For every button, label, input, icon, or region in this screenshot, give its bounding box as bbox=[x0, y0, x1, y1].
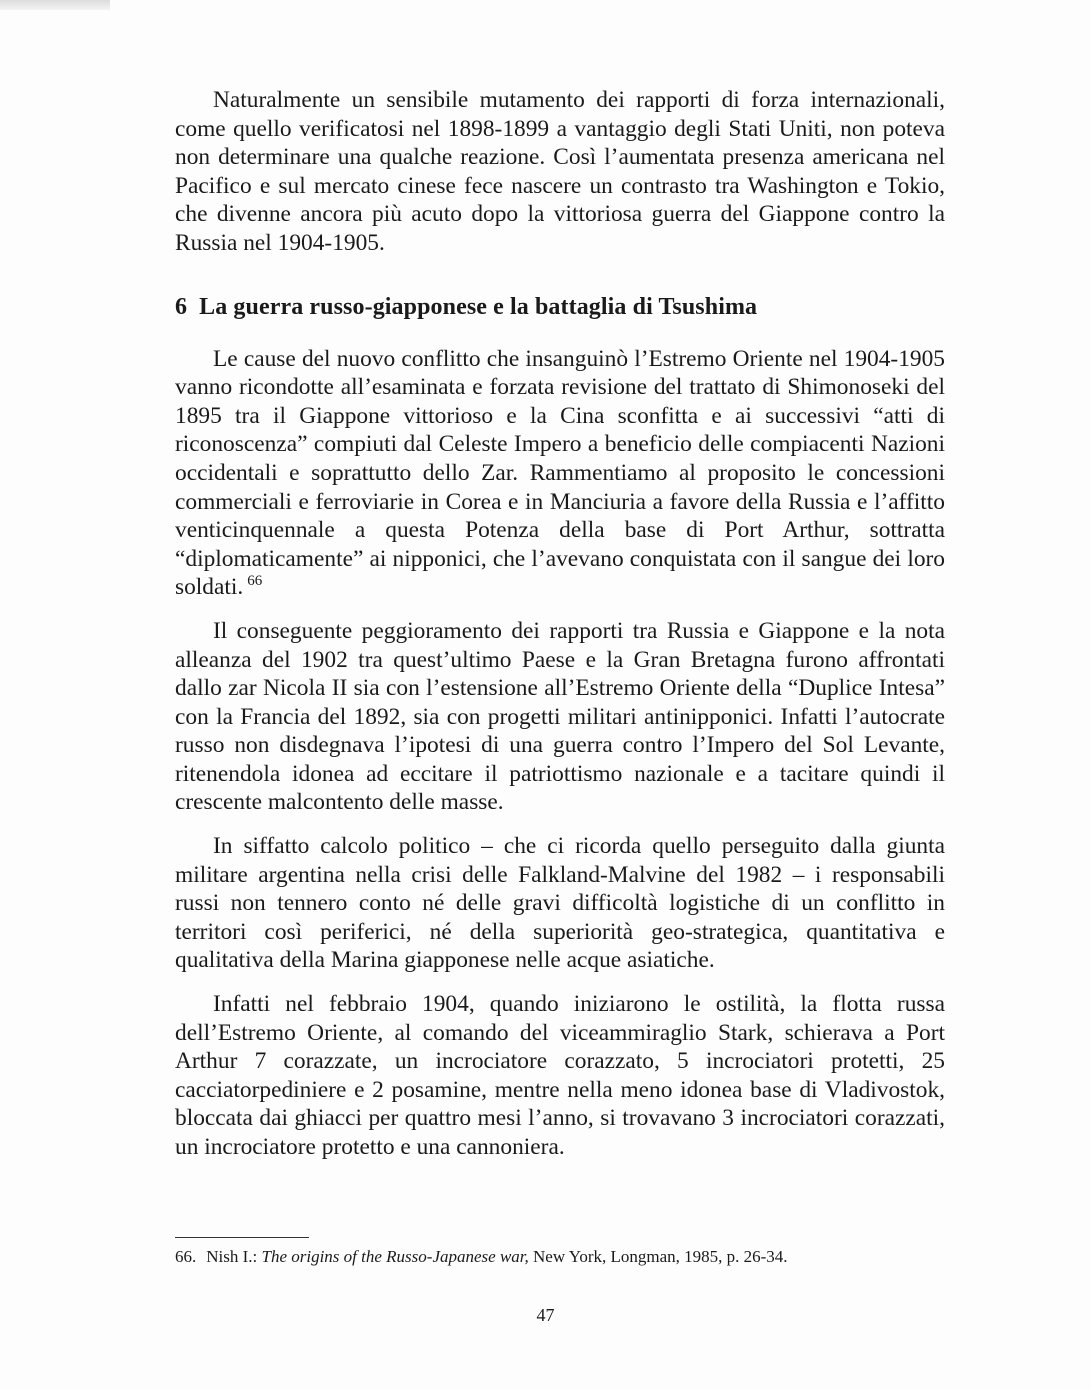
section-heading bbox=[175, 292, 945, 322]
paragraph-causes-text: Le cause del nuovo conflitto che insanguinò l’Estremo Oriente nel 1904-1905 vanno ricondotte all’esaminata e forzata revisione del trattato di Shimonoseki del 1895 tra il Giappone vittorioso e la Cina sconfitta e ai successivi “atti di riconoscenza” compiuti dal Celeste Impero a beneficio delle compiacenti Nazioni occidentali e soprattutto dello Zar. Rammentiamo al proposito le concessioni commerciali e ferroviarie in Corea e in Manciuria a favore della Russia e l’affitto venticinquennale a questa Potenza della base di Port Arthur, sottratta “diplomaticamente” ai nipponici, che l’avevano conquistata con il sangue dei loro soldati. bbox=[175, 345, 945, 601]
section-number: 6 bbox=[175, 293, 188, 320]
paragraph-causes bbox=[175, 345, 945, 602]
footnote-title: The origins of the Russo-Japanese war, bbox=[261, 1247, 529, 1266]
scan-corner-mark bbox=[0, 0, 110, 10]
paragraph-intro: Naturalmente un sensibile mutamento dei rapporti di forza internazionali, come quello verificatosi nel 1898-1899 a vantaggio degli Stati Uniti, non poteva non determinare una qualche reazione. Così l’aumentata presenza americana nel Pacifico e sul mercato cinese fece nascere un contrasto tra Washington e Tokio, che divenne ancora più acuto dopo la vittoriosa guerra del Giappone contro la Russia nel 1904-1905. bbox=[175, 87, 945, 256]
page-number: 47 bbox=[536, 1305, 555, 1325]
footnote-author: Nish I.: bbox=[206, 1247, 258, 1266]
paragraph-russian-fleet: Infatti nel febbraio 1904, quando iniziarono le ostilità, la flotta russa dell’Estremo Oriente, al comando del viceammiraglio Stark, schierava a Port Arthur 7 corazzate, un incrociatore corazzato, 5 incrociatori protetti, 25 cacciatorpediniere e 2 posamine, mentre nella meno idonea base di Vladivostok, bloccata dai ghiacci per quattro mesi l’anno, si trovavano 3 incrociatori corazzati, un incrociatore protetto e una cannoniera. bbox=[175, 991, 945, 1160]
footnote-reference[interactable]: 66 bbox=[247, 573, 263, 590]
footnote-number: 66. bbox=[175, 1247, 197, 1266]
footnote bbox=[175, 1246, 955, 1268]
paragraph-consequences: Il conseguente peggioramento dei rapporti tra Russia e Giappone e la nota alleanza del 1902 tra quest’ultimo Paese e la Gran Bretagna furono affrontati dallo zar Nicola II sia con l’estensione all’Estremo Oriente della “Duplice Intesa” con la Francia del 1892, sia con progetti militari antinipponici. Infatti l’autocrate russo non disdegnava l’ipotesi di una guerra contro l’Impero del Sol Levante, ritenendola idonea ad eccitare il patriottismo nazionale e a tacitare quindi il crescente malcontento delle masse. bbox=[175, 617, 945, 816]
section-title: La guerra russo-giapponese e la battaglia di Tsushima bbox=[199, 293, 758, 320]
page-body bbox=[175, 86, 945, 1177]
footnote-divider bbox=[175, 1237, 309, 1238]
paragraph-political-calculation: In siffatto calcolo politico – che ci ricorda quello perseguito dalla giunta militare argentina nella crisi delle Falkland-Malvine del 1982 – i responsabili russi non tennero conto né delle gravi difficoltà logistiche di un conflitto in territori così periferici, né della superiorità geo-strategica, quantitativa e qualitativa della Marina giapponese nelle acque asiatiche. bbox=[175, 833, 945, 974]
footnote-publication: New York, Longman, 1985, p. 26-34. bbox=[533, 1247, 788, 1266]
